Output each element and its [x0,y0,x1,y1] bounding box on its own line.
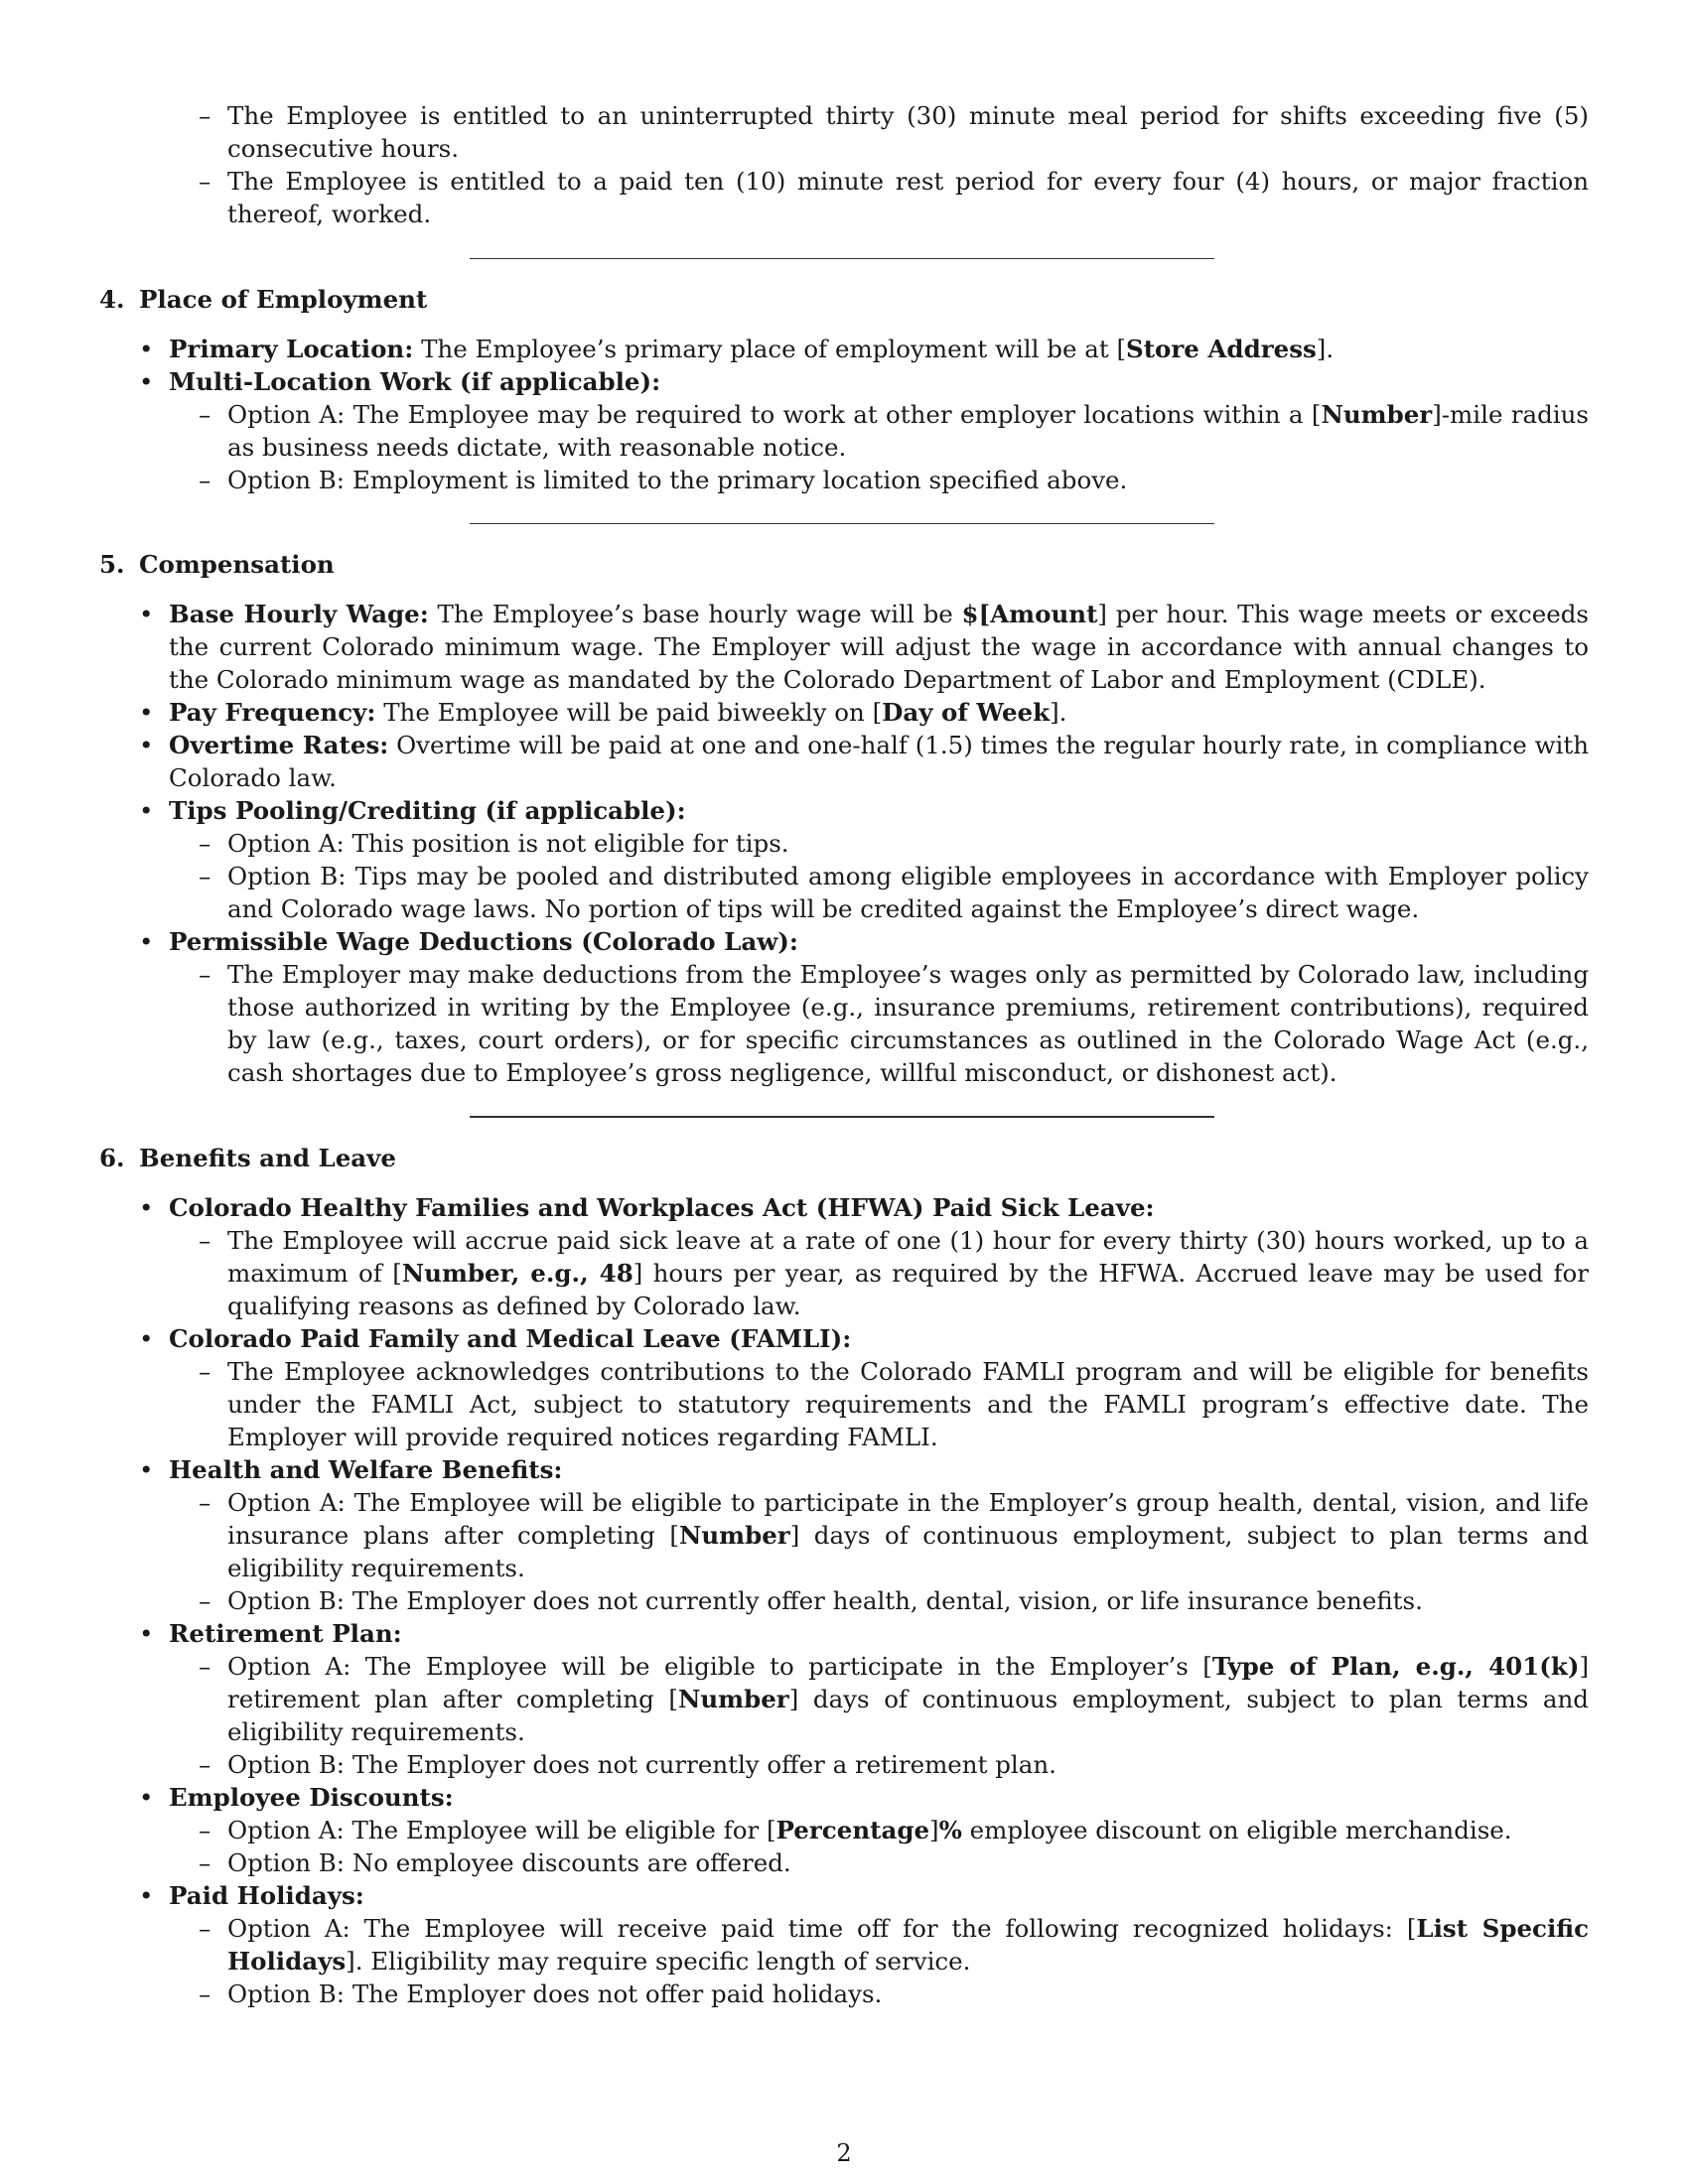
list-item: – Option B: No employee discounts are offered. [169,1846,1589,1879]
sub-list [169,1486,1589,1617]
sub-list [169,1650,1589,1781]
item-label: Health and Welfare Benefits: [169,1455,563,1484]
sub-list [169,1224,1589,1322]
sub-list [169,827,1589,925]
item-label: Primary Location: [169,335,414,363]
list-item-discounts [99,1781,1589,1879]
meal-rest-list [99,99,1589,230]
section-number: 5. [99,550,125,579]
placeholder-field: Store Address [1126,335,1317,363]
item-label: Pay Frequency: [169,698,376,727]
list-item: – The Employee will accrue paid sick leave at a rate of one (1) hour for every thirty (30) hours worked, up to a maximum of [Number, e.g., 48] hours per year, as required by the HFWA. Accrued leave may be used for qualifying reasons as defined by Colorado law. [169,1224,1589,1322]
list-item: – Option A: This position is not eligible for tips. [169,827,1589,860]
section-divider [470,1116,1214,1118]
list-item-overtime: • Overtime Rates: Overtime will be paid at one and one-half (1.5) times the regular hourly rate, in compliance with Colorado law. [99,729,1589,794]
item-label: Base Hourly Wage: [169,600,429,628]
sub-list [169,1814,1589,1879]
section-title: Place of Employment [139,285,428,314]
list-item-primary-location: • Primary Location: The Employee’s primary place of employment will be at [Store Address]. [99,333,1589,365]
list-item-hfwa [99,1191,1589,1322]
sub-list [169,1355,1589,1453]
list-item: – Option A: The Employee may be required to work at other employer locations within a [Number]-mile radius as business needs dictate, with reasonable notice. [169,398,1589,464]
item-label: Permissible Wage Deductions (Colorado Law): [169,927,798,956]
section-divider [470,523,1214,524]
placeholder-field: Number, e.g., 48 [401,1259,633,1288]
list-item: – The Employer may make deductions from the Employee’s wages only as permitted by Colorado law, including those authorized in writing by the Employee (e.g., insurance premiums, retirement contributions), required by law (e.g., taxes, court orders), or for specific circumstances as outlined in the Colorado Wage Act (e.g., cash shortages due to Employee’s gross negligence, willful misconduct, or dishonest act). [169,958,1589,1089]
list-item-health [99,1453,1589,1617]
section-heading-place-of-employment [99,283,1589,316]
item-label: Colorado Healthy Families and Workplaces Act (HFWA) Paid Sick Leave: [169,1193,1155,1222]
list-item: – Option A: The Employee will receive paid time off for the following recognized holidays: [List Specific Holidays]. Eligibility may require specific length of service. [169,1912,1589,1978]
document-page [99,99,1589,2010]
sub-list [169,1912,1589,2010]
list-item-base-hourly-wage: • Base Hourly Wage: The Employee’s base hourly wage will be $[Amount] per hour. This wage meets or exceeds the current Colorado minimum wage. The Employer will adjust the wage in accordance with annual changes to the Colorado minimum wage as mandated by the Colorado Department of Labor and Employment (CDLE). [99,598,1589,696]
placeholder-field: List Specific Holidays [227,1914,1589,1976]
item-label: Tips Pooling/Crediting (if applicable): [169,796,686,825]
section-heading-benefits-and-leave [99,1142,1589,1174]
placeholder-field: $[Amount [961,600,1098,628]
list-item-multi-location [99,365,1589,496]
benefits-list [99,1191,1589,2010]
placeholder-field: Day of Week [882,698,1051,727]
item-label: Paid Holidays: [169,1881,364,1910]
list-item: – Option B: The Employer does not currently offer a retirement plan. [169,1748,1589,1781]
placeholder-field: Percentage [775,1816,930,1844]
list-item: – Option B: The Employer does not currently offer health, dental, vision, or life insurance benefits. [169,1584,1589,1617]
item-label: Multi-Location Work (if applicable): [169,367,661,396]
list-item: – The Employee acknowledges contributions to the Colorado FAMLI program and will be eligible for benefits under the FAMLI Act, subject to statutory requirements and the FAMLI program’s effective date. The Employer will provide required notices regarding FAMLI. [169,1355,1589,1453]
list-item-pay-frequency: • Pay Frequency: The Employee will be paid biweekly on [Day of Week]. [99,696,1589,729]
list-item-wage-deductions [99,925,1589,1089]
section-title: Compensation [139,550,335,579]
sub-list [169,398,1589,496]
section-title: Benefits and Leave [139,1144,397,1172]
placeholder-field: Type of Plan, e.g., 401(k) [1211,1652,1580,1681]
item-label: Retirement Plan: [169,1619,402,1648]
section-heading-compensation [99,548,1589,581]
list-item: – The Employee is entitled to an uninterrupted thirty (30) minute meal period for shifts exceeding five (5) consecutive hours. [99,99,1589,165]
list-item-tips [99,794,1589,925]
compensation-list [99,598,1589,1089]
list-item: – Option B: Tips may be pooled and distributed among eligible employees in accordance with Employer policy and Colorado wage laws. No portion of tips will be credited against the Employee’s direct wage. [169,860,1589,925]
placeholder-field: Number [1321,400,1433,429]
list-item-holidays [99,1879,1589,2010]
list-item-famli [99,1322,1589,1453]
placeholder-field: Number [678,1521,790,1550]
page-number: 2 [836,2139,852,2167]
list-item: – Option B: Employment is limited to the primary location specified above. [169,464,1589,496]
section-divider [470,258,1214,259]
section-number: 6. [99,1144,125,1172]
list-item: – Option A: The Employee will be eligible to participate in the Employer’s group health, dental, vision, and life insurance plans after completing [Number] days of continuous employment, subject to plan terms and eligibility requirements. [169,1486,1589,1584]
list-item: – The Employee is entitled to a paid ten (10) minute rest period for every four (4) hours, or major fraction thereof, worked. [99,165,1589,230]
place-of-employment-list [99,333,1589,496]
list-item-retirement [99,1617,1589,1781]
item-label: Colorado Paid Family and Medical Leave (FAMLI): [169,1324,852,1353]
section-number: 4. [99,285,125,314]
list-item: – Option A: The Employee will be eligible to participate in the Employer’s [Type of Plan, e.g., 401(k)] retirement plan after completing [Number] days of continuous employment, subject to plan terms and eligibility requirements. [169,1650,1589,1748]
item-label: Employee Discounts: [169,1783,454,1812]
list-item: – Option A: The Employee will be eligible for [Percentage]% employee discount on eligible merchandise. [169,1814,1589,1846]
sub-list [169,958,1589,1089]
placeholder-field: Number [677,1685,789,1713]
item-label: Overtime Rates: [169,731,389,759]
list-item: – Option B: The Employer does not offer paid holidays. [169,1978,1589,2010]
